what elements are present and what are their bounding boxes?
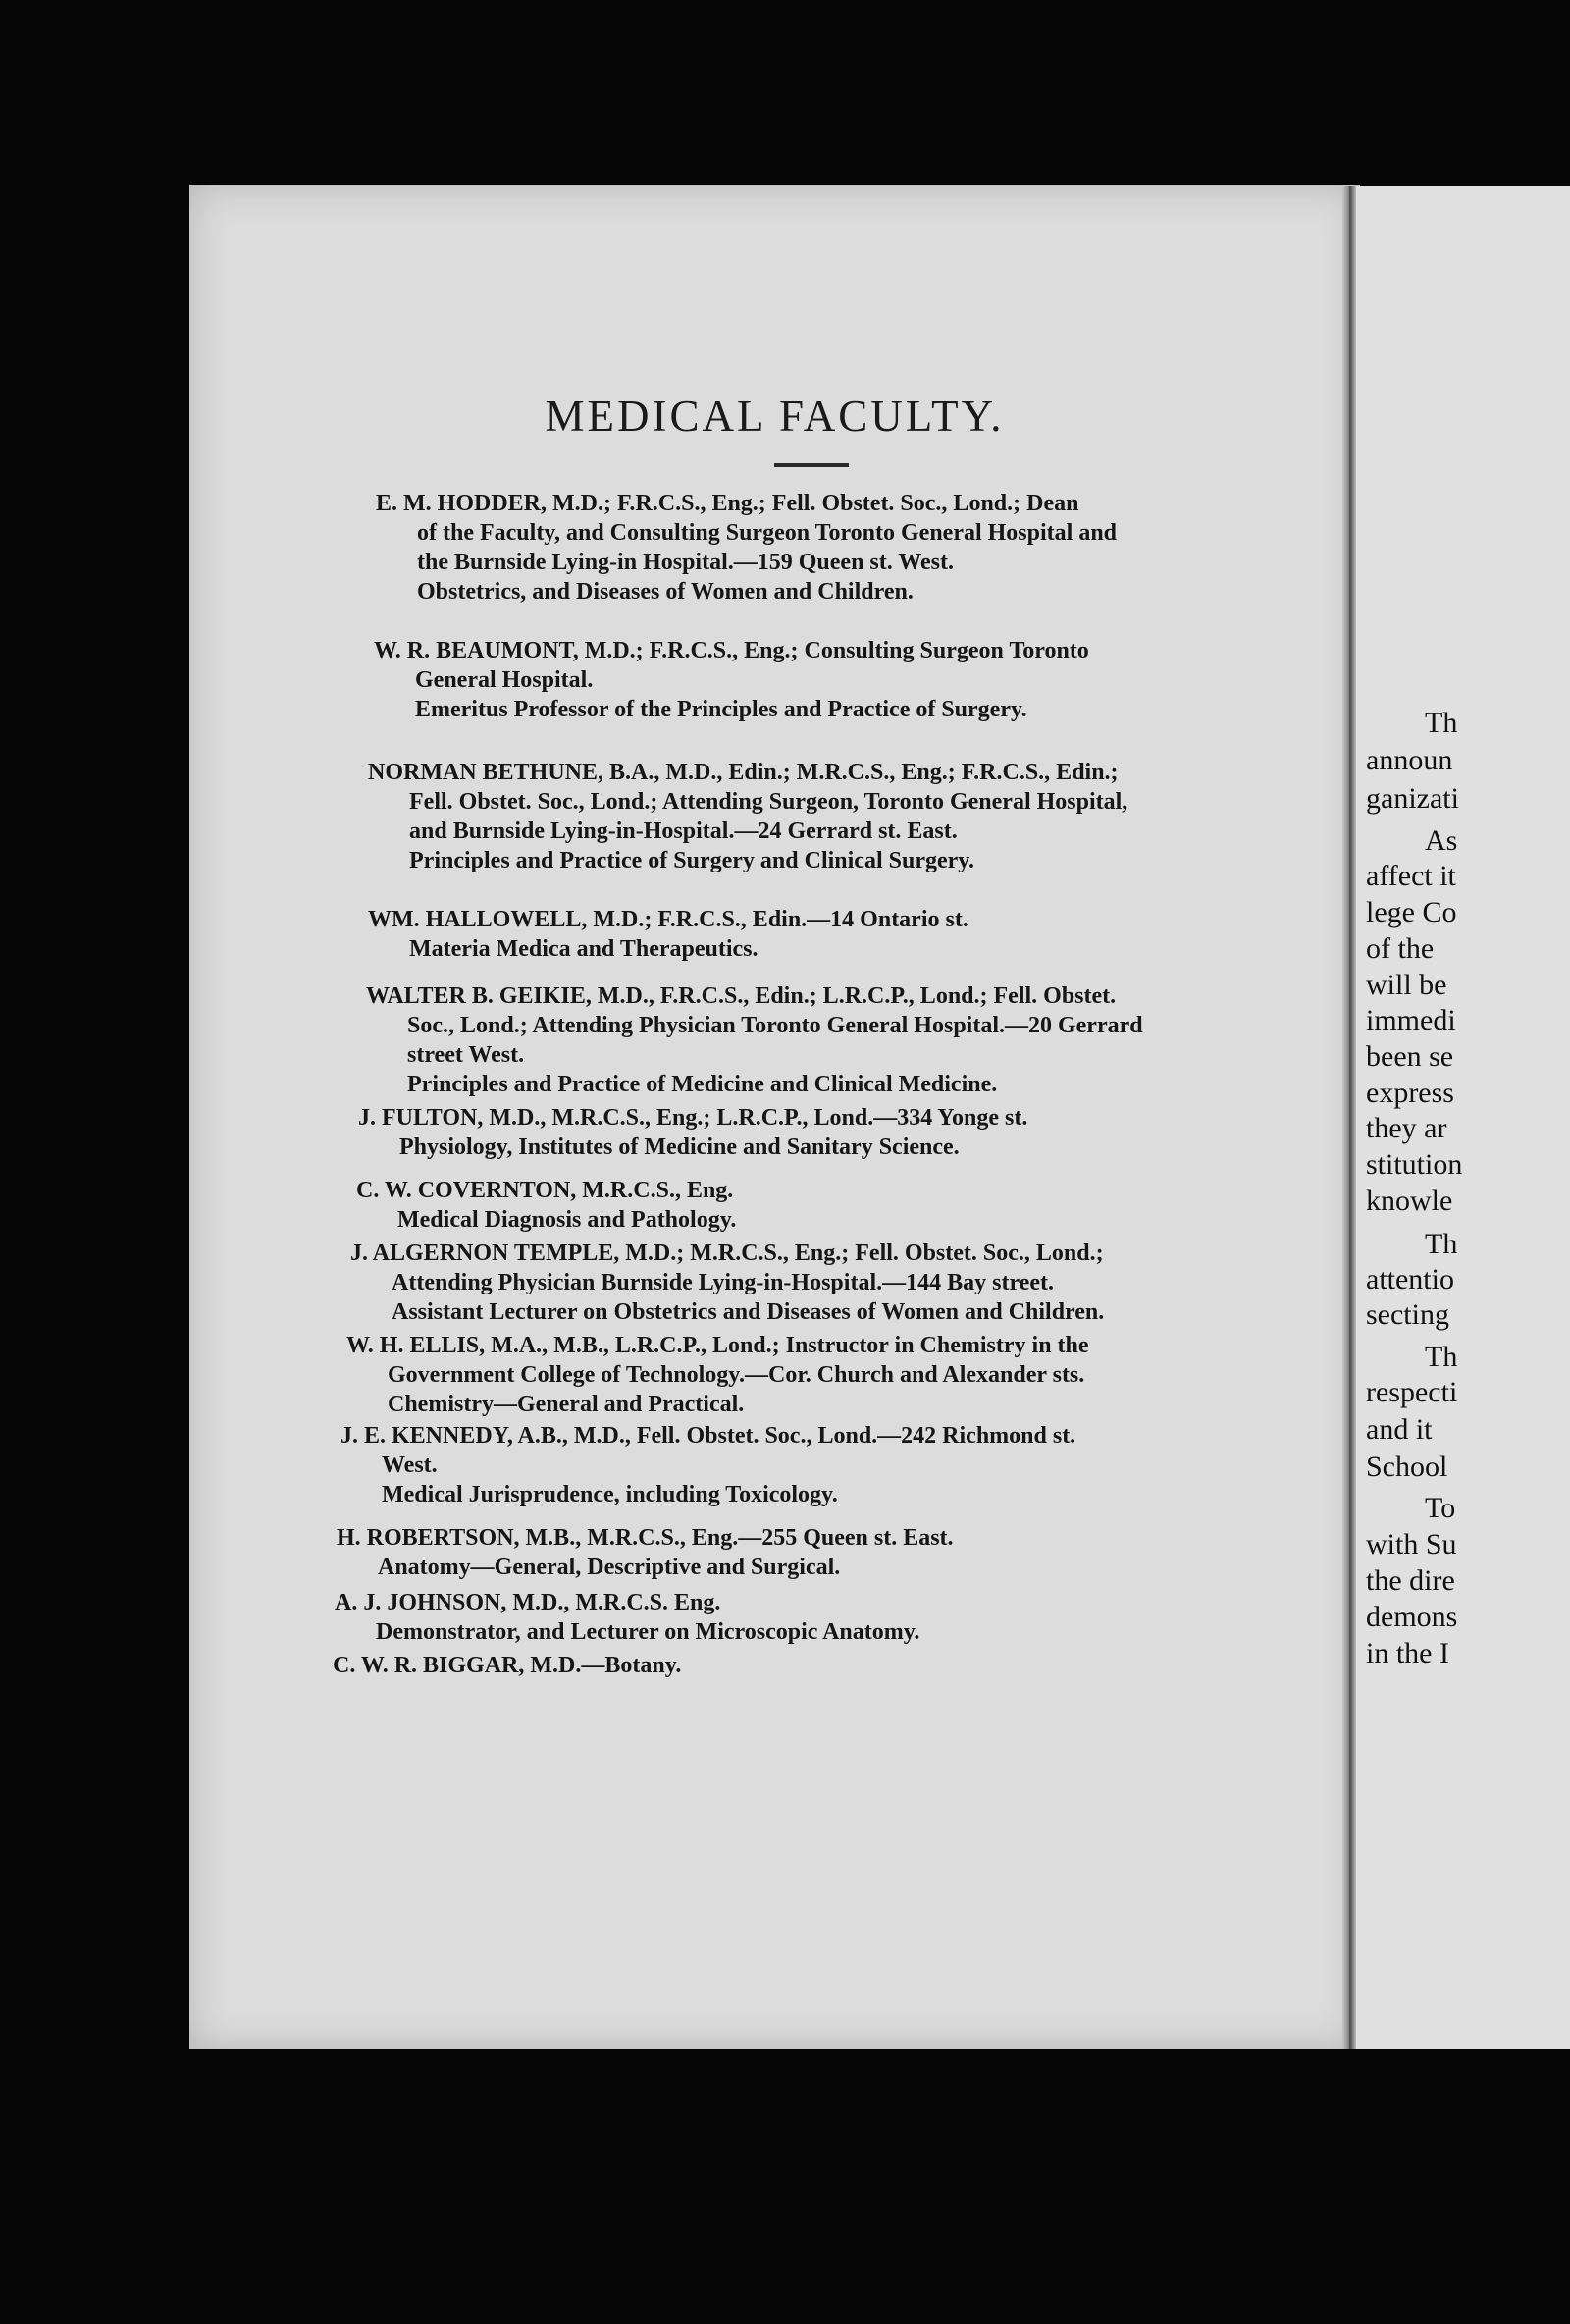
right-page-line: attentio [1366,1263,1454,1295]
faculty-entry-line: Medical Jurisprudence, including Toxicology. [382,1482,838,1507]
right-page-line: knowle [1366,1185,1453,1217]
right-page-line: and it [1366,1413,1433,1446]
right-page-line: secting [1366,1298,1449,1331]
right-page-line: the dire [1366,1564,1455,1597]
faculty-entry-name-line: NORMAN BETHUNE, B.A., M.D., Edin.; M.R.C.S., Eng.; F.R.C.S., Edin.; [368,760,1119,785]
left-page [189,185,1360,2049]
faculty-entry-line: Demonstrator, and Lecturer on Microscopic Anatomy. [376,1619,920,1645]
faculty-entry-name-line: C. W. R. BIGGAR, M.D.—Botany. [333,1653,682,1678]
faculty-entry-name-line: W. H. ELLIS, M.A., M.B., L.R.C.P., Lond.; Instructor in Chemistry in the [346,1333,1089,1358]
faculty-entry-name-line: J. E. KENNEDY, A.B., M.D., Fell. Obstet. Soc., Lond.—242 Richmond st. [340,1423,1076,1449]
faculty-entry-line: Materia Medica and Therapeutics. [409,936,759,962]
faculty-entry-line: Anatomy—General, Descriptive and Surgical. [378,1555,841,1580]
right-page-line: been se [1366,1040,1454,1073]
faculty-entry-line: Principles and Practice of Surgery and Clinical Surgery. [409,848,974,873]
faculty-list [189,185,1360,2049]
faculty-entry-line: Assistant Lecturer on Obstetrics and Diseases of Women and Children. [392,1299,1105,1325]
right-page-line: Th [1425,1341,1458,1373]
right-page-line: As [1425,824,1458,857]
faculty-entry-line: General Hospital. [415,667,594,693]
right-page-line: Th [1425,1228,1458,1260]
right-page-line: in the I [1366,1637,1449,1669]
faculty-entry-name-line: H. ROBERTSON, M.B., M.R.C.S., Eng.—255 Queen st. East. [337,1525,954,1551]
right-page-line: Th [1425,707,1458,739]
book-gutter [1342,186,1356,2049]
faculty-entry-line: Government College of Technology.—Cor. Church and Alexander sts. [388,1362,1085,1388]
faculty-entry-line: the Burnside Lying-in Hospital.—159 Queen st. West. [417,550,954,575]
faculty-entry-line: West. [382,1452,438,1478]
faculty-entry-line: Principles and Practice of Medicine and Clinical Medicine. [407,1072,998,1097]
faculty-entry-line: Physiology, Institutes of Medicine and Sanitary Science. [399,1135,960,1160]
faculty-entry-line: Chemistry—General and Practical. [388,1392,745,1417]
faculty-entry-line: and Burnside Lying-in-Hospital.—24 Gerrard st. East. [409,819,958,844]
faculty-entry-name-line: W. R. BEAUMONT, M.D.; F.R.C.S., Eng.; Consulting Surgeon Toronto [374,638,1089,663]
right-page-line: demons [1366,1601,1458,1633]
right-page-line: with Su [1366,1528,1457,1560]
right-page-line: stitution [1366,1148,1463,1181]
right-page-line: To [1425,1492,1456,1524]
faculty-entry-line: Obstetrics, and Diseases of Women and Children. [417,579,914,605]
faculty-entry-name-line: E. M. HODDER, M.D.; F.R.C.S., Eng.; Fell. Obstet. Soc., Lond.; Dean [376,491,1079,516]
faculty-entry-line: Emeritus Professor of the Principles and Practice of Surgery. [415,697,1027,722]
faculty-entry-line: street West. [407,1042,525,1068]
faculty-entry-line: Attending Physician Burnside Lying-in-Hospital.—144 Bay street. [392,1270,1054,1295]
faculty-entry-name-line: WALTER B. GEIKIE, M.D., F.R.C.S., Edin.; L.R.C.P., Lond.; Fell. Obstet. [366,983,1117,1009]
right-page-line: ganizati [1366,782,1459,815]
faculty-entry-line: Soc., Lond.; Attending Physician Toronto General Hospital.—20 Gerrard [407,1013,1143,1038]
faculty-entry-name-line: J. ALGERNON TEMPLE, M.D.; M.R.C.S., Eng.; Fell. Obstet. Soc., Lond.; [350,1241,1104,1266]
right-page-line: immedi [1366,1004,1456,1036]
right-page-line: respecti [1366,1376,1458,1408]
right-page-line: of the [1366,932,1435,965]
right-page-line: School [1366,1451,1448,1483]
faculty-entry-line: of the Faculty, and Consulting Surgeon Toronto General Hospital and [417,520,1118,546]
faculty-entry-name-line: J. FULTON, M.D., M.R.C.S., Eng.; L.R.C.P., Lond.—334 Yonge st. [358,1105,1028,1131]
faculty-entry-line: Fell. Obstet. Soc., Lond.; Attending Surgeon, Toronto General Hospital, [409,789,1128,815]
faculty-entry-name-line: A. J. JOHNSON, M.D., M.R.C.S. Eng. [335,1590,721,1615]
faculty-entry-name-line: WM. HALLOWELL, M.D.; F.R.C.S., Edin.—14 Ontario st. [368,907,968,932]
right-page [1356,186,1570,2049]
right-page-line: they ar [1366,1112,1447,1144]
right-page-line: announ [1366,744,1453,776]
faculty-entry-name-line: C. W. COVERNTON, M.R.C.S., Eng. [356,1178,734,1203]
faculty-entry-line: Medical Diagnosis and Pathology. [397,1207,737,1233]
page-title: MEDICAL FACULTY. [545,392,1005,441]
right-page-line: affect it [1366,860,1456,892]
right-page-line: express [1366,1077,1454,1109]
right-page-line: lege Co [1366,896,1457,928]
right-page-line: will be [1366,969,1447,1001]
